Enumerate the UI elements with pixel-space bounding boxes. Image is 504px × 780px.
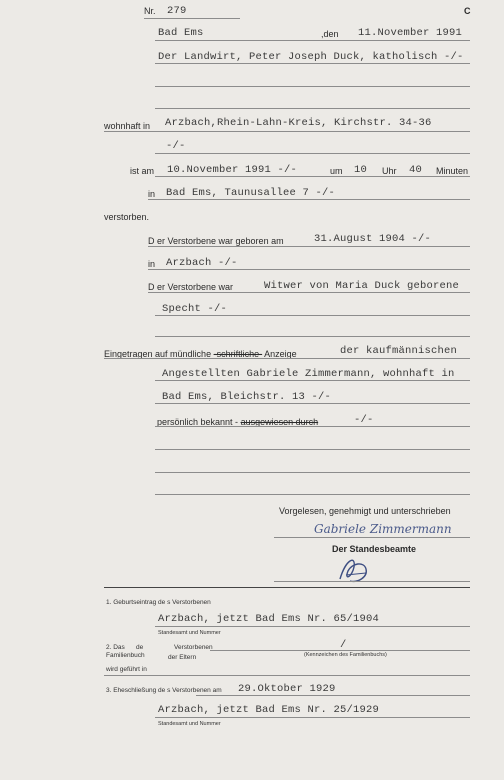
birth-place: Arzbach -/- (166, 257, 238, 269)
nr-label: Nr. (144, 6, 156, 16)
note-3-label: 3. Eheschließung de s Verstorbenen am (106, 687, 222, 694)
rule (155, 153, 470, 154)
rule (155, 494, 470, 495)
rule (196, 695, 470, 696)
um-label: um (330, 166, 343, 176)
rule (148, 292, 470, 293)
registration-date: 11.November 1991 (358, 27, 463, 39)
rule (104, 358, 470, 359)
handwritten-signature: Gabriele Zimmermann (314, 522, 452, 536)
registrar-title: Der Standesbeamte (332, 544, 417, 554)
rule (148, 246, 470, 247)
rule (155, 86, 470, 87)
birth-in-label: in (148, 259, 156, 269)
marital-status-line-1: Witwer von Maria Duck geborene (264, 280, 460, 292)
note-2-sublabel: (Kennzeichen des Familienbuchs) (304, 652, 387, 658)
marriage-date: 29.Oktober 1929 (238, 683, 336, 695)
rule (155, 40, 470, 41)
section-divider (104, 587, 470, 588)
note-2-eltern: der Eltern (168, 654, 197, 661)
form-letter: C (464, 6, 471, 16)
rule (274, 537, 470, 538)
birth-prefix-label: D er Verstorbene war geboren am (148, 236, 284, 246)
registration-line-2: Angestellten Gabriele Zimmermann, wohnhaft in (162, 368, 455, 380)
note-2-verstorbenen: Verstorbenen (174, 644, 213, 651)
rule (155, 403, 470, 404)
note-3-sublabel: Standesamt und Nummer (158, 721, 221, 727)
registration-line-1: der kaufmännischen (340, 345, 458, 357)
registration-label-end: Anzeige (264, 349, 297, 359)
death-minute: 40 (409, 164, 423, 176)
rule (148, 269, 470, 270)
note-1-label: 1. Geburtseintrag de s Verstorbenen (106, 599, 211, 606)
death-in-label: in (148, 189, 156, 199)
uhr-label: Uhr (382, 166, 397, 176)
rule (155, 176, 470, 177)
death-hour: 10 (354, 164, 368, 176)
rule (155, 380, 470, 381)
residence-label: wohnhaft in (104, 121, 151, 131)
rule (155, 449, 470, 450)
known-label-text: persönlich bekannt - (157, 417, 239, 427)
note-2-das: 2. Das (106, 644, 125, 651)
rule (144, 18, 240, 19)
note-1-sublabel: Standesamt und Nummer (158, 630, 221, 636)
note-2-de: de (136, 644, 144, 651)
rule (274, 581, 470, 582)
registry-place: Bad Ems (158, 27, 204, 39)
note-2-familienbuch: Familienbuch (106, 652, 145, 659)
ist-am-label: ist am (130, 166, 155, 176)
rule (155, 108, 470, 109)
rule (155, 336, 470, 337)
marriage-entry-reference: Arzbach, jetzt Bad Ems Nr. 25/1929 (158, 704, 380, 716)
rule (155, 717, 470, 718)
marital-status-line-2: Specht -/- (162, 303, 228, 315)
known-label-struck: ausgewiesen durch (240, 417, 319, 427)
rule (104, 675, 470, 676)
record-number: 279 (167, 5, 187, 17)
rule (155, 63, 470, 64)
rule (210, 650, 470, 651)
verstorben-label: verstorben. (104, 212, 150, 222)
den-label: ,den (321, 29, 339, 39)
rule (104, 131, 470, 132)
residence-line-1: Arzbach,Rhein-Lahn-Kreis, Kirchstr. 34-36 (165, 117, 432, 129)
registration-line-3: Bad Ems, Bleichstr. 13 -/- (162, 391, 332, 403)
registration-label-start: Eingetragen auf mündliche (104, 349, 212, 359)
rule (155, 626, 470, 627)
known-value: -/- (354, 414, 374, 426)
birth-date: 31.August 1904 -/- (314, 233, 432, 245)
registration-label-struck: -schriftliche- (213, 349, 263, 359)
death-place: Bad Ems, Taunusallee 7 -/- (166, 187, 336, 199)
deceased-person: Der Landwirt, Peter Joseph Duck, katholisch -/- (158, 51, 464, 63)
signature-statement: Vorgelesen, genehmigt und unterschrieben (279, 506, 451, 516)
minuten-label: Minuten (436, 166, 469, 176)
birth-entry-reference: Arzbach, jetzt Bad Ems Nr. 65/1904 (158, 613, 380, 625)
rule (155, 472, 470, 473)
note-2-tail: wird geführt in (106, 666, 147, 673)
residence-line-2: -/- (166, 140, 186, 152)
family-book-reference: / (340, 639, 347, 651)
death-date: 10.November 1991 -/- (167, 164, 298, 176)
rule (155, 315, 470, 316)
rule (155, 426, 470, 427)
rule (148, 199, 470, 200)
status-prefix-label: D er Verstorbene war (148, 282, 234, 292)
